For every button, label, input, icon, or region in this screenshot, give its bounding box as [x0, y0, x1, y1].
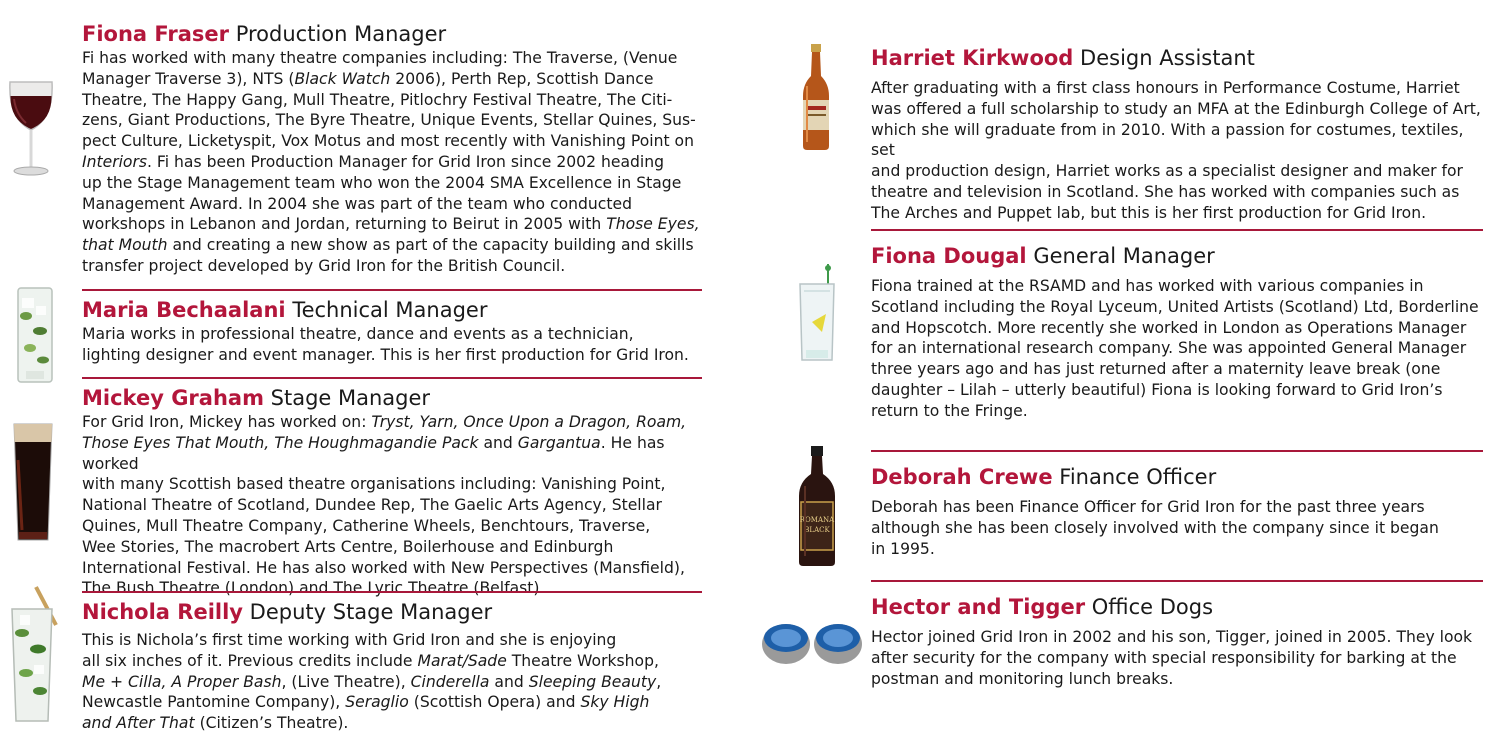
section-divider	[82, 377, 702, 379]
staff-entry	[82, 21, 702, 277]
bottle-label-line2: BLACK	[804, 526, 830, 534]
entry-heading	[871, 243, 1483, 269]
entry-heading	[871, 45, 1483, 71]
staff-name: Harriet Kirkwood	[871, 46, 1074, 70]
bio-text: (Scottish Opera) and	[408, 693, 581, 712]
staff-bio	[82, 324, 702, 366]
staff-name: Mickey Graham	[82, 386, 264, 410]
bottle-label-line1: ROMANA	[799, 516, 835, 524]
section-divider	[82, 591, 702, 593]
bio-text: Maria works in professional theatre, dance and events as a technician, lighting designer and event manager. This is her first production for Grid Iron.	[82, 325, 689, 364]
entry-heading	[82, 297, 702, 323]
staff-role: Office Dogs	[1091, 595, 1214, 619]
staff-entry	[82, 599, 702, 734]
bio-text: Fiona trained at the RSAMD and has worked with various companies in Scotland including the Royal Lyceum, United Artists (Scotland) Ltd, Borderline and Hopscotch. More recently she worked in London as Operations Manager for an international research company. She was appointed General Manager three years ago and has just returned after a maternity leave break (one daughter – Lilah – utterly beautiful) Fiona is looking forward to Grid Iron’s return to the Fringe.	[871, 277, 1479, 420]
staff-name: Fiona Fraser	[82, 22, 230, 46]
bio-italic-text: Interiors	[82, 152, 148, 171]
bio-text: Theatre Workshop,	[511, 651, 659, 670]
gin-tonic-glass-icon	[798, 262, 838, 364]
staff-bio	[871, 497, 1483, 559]
mojito-glass-icon	[16, 286, 54, 386]
staff-bio	[871, 276, 1483, 422]
staff-entry	[871, 243, 1483, 422]
entry-heading	[82, 385, 702, 411]
bio-italic-text: Marat/Sade	[417, 651, 507, 670]
bio-italic-text: Black Watch	[294, 69, 391, 88]
cocktail-glass-icon	[8, 585, 64, 727]
staff-role: General Manager	[1033, 244, 1215, 268]
staff-name: Maria Bechaalani	[82, 298, 286, 322]
bio-text: After graduating with a first class honours in Performance Costume, Harriet was offered a full scholarship to study an MFA at the Edinburgh College of Art, which she will graduate from in 2010. With a passion for costumes, textiles, set and production design, Harriet works as a specialist designer and maker for theatre and television in Scotland. She has worked with companies such as The Arches and Puppet lab, but this is her first production for Grid Iron.	[871, 79, 1481, 222]
bio-text: , (Live Theatre),	[281, 672, 411, 691]
bio-italic-text: Those Eyes, that Mouth	[82, 215, 700, 255]
stout-pint-icon	[10, 420, 56, 544]
bio-text: and creating a new show as part of the capacity building and skills transfer project developed by Grid Iron for the British Council.	[82, 236, 694, 275]
staff-role: Stage Manager	[270, 386, 431, 410]
bio-italic-text: Tryst, Yarn, Once Upon a Dragon, Roam, Those Eyes That Mouth, The Houghmagandie Pack	[82, 413, 687, 452]
rum-bottle-icon	[796, 444, 838, 568]
bio-text: and	[489, 672, 529, 691]
bio-italic-text: Sky High and After That	[82, 693, 650, 733]
staff-name: Deborah Crewe	[871, 465, 1053, 489]
bio-text: Fi has worked with many theatre companies including: The Traverse, (Venue Manager Traverse 3), NTS (	[82, 49, 678, 88]
staff-bio	[871, 78, 1483, 224]
entry-heading	[871, 464, 1483, 490]
staff-entry	[82, 385, 702, 599]
bio-italic-text: Me + Cilla, A Proper Bash	[82, 672, 282, 691]
bio-text: Deborah has been Finance Officer for Grid Iron for the past three years although she has been closely involved with the company since it began in 1995.	[871, 498, 1439, 558]
staff-role: Production Manager	[235, 22, 447, 46]
bio-text: This is Nichola’s first time working with Grid Iron and she is enjoying all six inches of it. Previous credits include	[82, 631, 617, 670]
staff-role: Technical Manager	[292, 298, 488, 322]
section-divider	[871, 580, 1483, 582]
bio-text: 2006), Perth Rep, Scottish Dance Theatre, The Happy Gang, Mull Theatre, Pitlochry Festival Theatre, The Citi- zens, Giant Productions, The Byre Theatre, Unique Events, Stellar Quines, Sus- pect Culture, Licketyspit, Vox Motus and most recently with Vanishing Point on	[82, 69, 696, 151]
bio-italic-text: Cinderella	[410, 672, 490, 691]
beer-bottle-icon	[800, 42, 832, 152]
staff-name: Fiona Dougal	[871, 244, 1027, 268]
staff-entry	[871, 45, 1483, 224]
bio-italic-text: Seraglio	[345, 693, 409, 712]
staff-bio	[82, 412, 702, 599]
bio-italic-text: Sleeping Beauty	[528, 672, 657, 691]
dog-bowls-icon	[760, 614, 864, 670]
section-divider	[871, 450, 1483, 452]
bio-text: For Grid Iron, Mickey has worked on:	[82, 413, 372, 431]
bio-text: Hector joined Grid Iron in 2002 and his son, Tigger, joined in 2005. They look after security for the company with special responsibility for barking at the postman and monitoring lunch breaks.	[871, 628, 1473, 688]
staff-role: Finance Officer	[1059, 465, 1217, 489]
entry-heading	[82, 21, 702, 47]
bio-italic-text: Gargantua	[517, 433, 601, 452]
staff-name: Nichola Reilly	[82, 600, 243, 624]
staff-name: Hector and Tigger	[871, 595, 1086, 619]
bio-text: , Newcastle Pantomine Company),	[82, 672, 662, 712]
entry-heading	[82, 599, 702, 625]
bio-text: . He has worked with many Scottish based theatre organisations including: Vanishing Point, National Theatre of Scotland, Dundee Rep, The Gaelic Arts Agency, Stellar Quines, Mull Theatre Company, Catherine Wheels, Benchtours, Traverse, Wee Stories, The macrobert Arts Centre, Boilerhouse and Edinburgh International Festival. He has also worked with New Perspectives (Mansfield), The Bush Theatre (London) and The Lyric Theatre (Belfast).	[82, 433, 685, 598]
staff-entry	[82, 297, 702, 366]
entry-heading	[871, 594, 1483, 620]
staff-role: Design Assistant	[1080, 46, 1255, 70]
staff-bio	[82, 630, 702, 734]
bio-text: and	[478, 433, 518, 452]
section-divider	[82, 289, 702, 291]
wine-glass-icon	[6, 78, 56, 178]
staff-entry	[871, 464, 1483, 559]
staff-bio	[82, 48, 702, 277]
staff-role: Deputy Stage Manager	[249, 600, 493, 624]
staff-entry	[871, 594, 1483, 689]
staff-bio	[871, 627, 1483, 689]
section-divider	[871, 229, 1483, 231]
bio-text: . Fi has been Production Manager for Grid Iron since 2002 heading up the Stage Management team who won the 2004 SMA Excellence in Stage Management Award. In 2004 she was part of the team who conducted workshops in Lebanon and Jordan, returning to Beirut in 2005 with	[82, 152, 682, 234]
bio-text: (Citizen’s Theatre).	[194, 714, 349, 733]
